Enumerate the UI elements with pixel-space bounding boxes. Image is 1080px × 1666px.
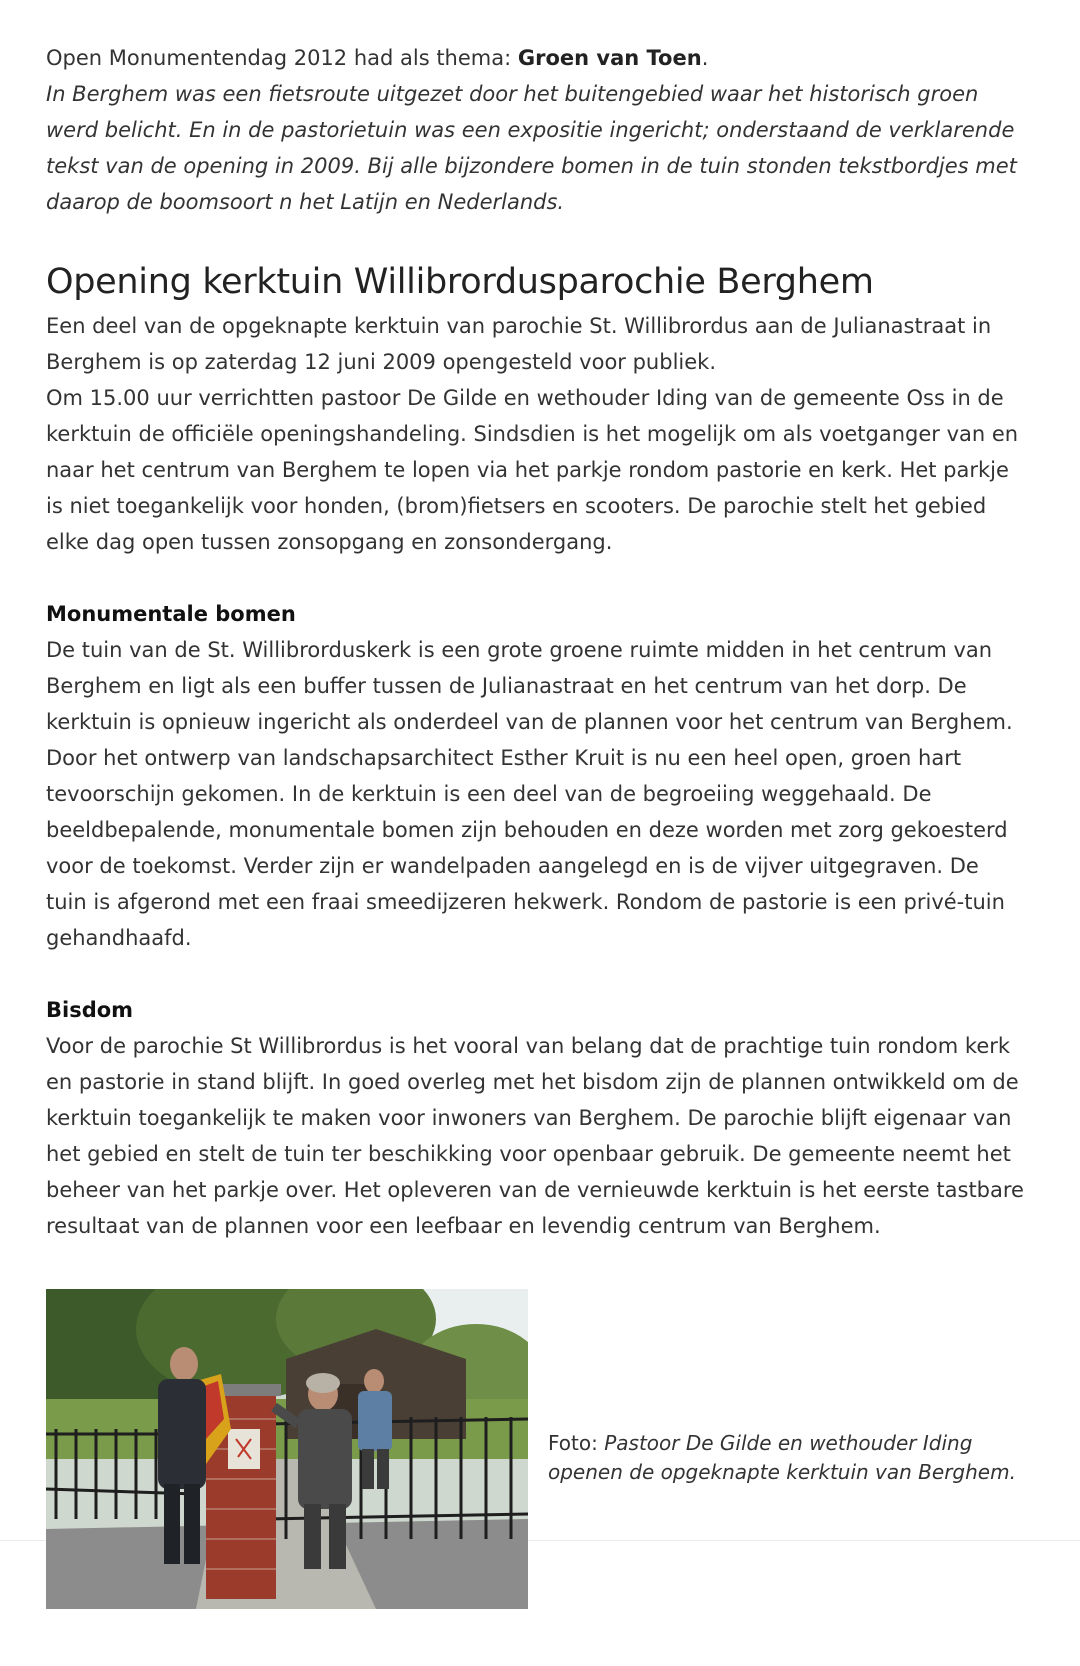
photo-caption	[548, 1429, 1018, 1487]
intro-italic-text: In Berghem was een fietsroute uitgezet door het buitengebied waar het historisch groen werd belicht. En in de pastorietuin was een expositie ingericht; onderstaand de verklarende tekst van de opening in 2009. Bij alle bijzondere bomen in de tuin stonden tekstbordjes met daarop de boomsoort n het Latijn en Nederlands.	[46, 82, 1017, 214]
section-text-bisdom: Voor de parochie St Willibrordus is het vooral van belang dat de prachtige tuin rondom kerk en pastorie in stand blijft. In goed overleg met het bisdom zijn de plannen ontwikkeld om de kerktuin toegankelijk te maken voor inwoners van Berghem. De parochie blijft eigenaar van het gebied en stelt de tuin ter beschikking voor openbaar gebruik. De gemeente neemt het beheer van het parkje over. Het opleveren van de vernieuwde kerktuin is het eerste tastbare resultaat van de plannen voor een leefbaar en levendig centrum van Berghem.	[46, 1034, 1024, 1238]
intro-theme-suffix: .	[701, 46, 709, 70]
intro-theme-prefix: Open Monumentendag 2012 had als thema:	[46, 46, 518, 70]
article-title: Opening kerktuin Willibrordusparochie Berghem	[46, 262, 874, 302]
intro-theme-name: Groen van Toen	[517, 46, 702, 70]
section-text-monumentale-bomen: De tuin van de St. Willibrorduskerk is een grote groene ruimte midden in het centrum van Berghem en ligt als een buffer tussen de Julianastraat en het centrum van het dorp. De kerktuin is opnieuw ingericht als onderdeel van de plannen voor het centrum van Berghem. Door het ontwerp van landschapsarchitect Esther Kruit is nu een heel open, groen hart tevoorschijn gekomen. In de kerktuin is een deel van de begroeiing weggehaald. De beeldbepalende, monumentale bomen zijn behouden en deze worden met zorg gekoesterd voor de toekomst. Verder zijn er wandelpaden aangelegd en is de vijver uitgegraven. De tuin is afgerond met een fraai smeedijzeren hekwerk. Rondom de pastorie is een privé-tuin gehandhaafd.	[46, 638, 1013, 950]
section-heading-bisdom: Bisdom	[46, 998, 134, 1022]
opening-photo	[46, 1289, 528, 1609]
photo-caption-text: Pastoor De Gilde en wethouder Iding openen de opgeknapte kerktuin van Berghem.	[548, 1431, 1016, 1484]
photo-block	[46, 1289, 1046, 1609]
article-paragraph-2: Om 15.00 uur verrichtten pastoor De Gilde en wethouder Iding van de gemeente Oss in de kerktuin de officiële openingshandeling. Sindsdien is het mogelijk om als voetganger van en naar het centrum van Berghem te lopen via het parkje rondom pastorie en kerk. Het parkje is niet toegankelijk voor honden, (brom)fietsers en scooters. De parochie stelt het gebied elke dag open tussen zonsopgang en zonsondergang.	[46, 386, 1019, 554]
photo-caption-prefix: Foto:	[548, 1431, 605, 1455]
article-paragraph-1: Een deel van de opgeknapte kerktuin van parochie St. Willibrordus aan de Julianastraat in Berghem is op zaterdag 12 juni 2009 opengesteld voor publiek.	[46, 314, 992, 374]
opening-photo-illustration	[46, 1289, 528, 1609]
section-heading-monumentale-bomen: Monumentale bomen	[46, 602, 296, 626]
intro-theme-line	[46, 40, 1026, 76]
article-page	[46, 40, 1026, 1244]
